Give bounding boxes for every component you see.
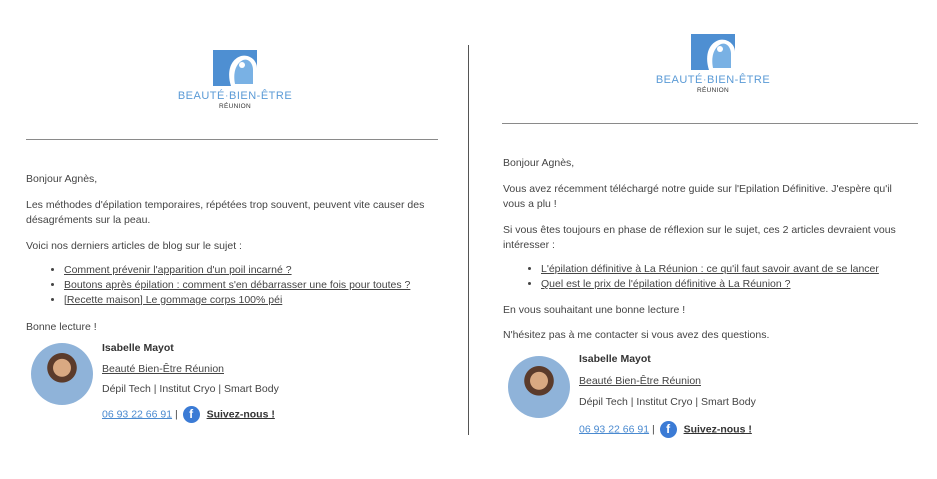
greeting: Bonjour Agnès,	[26, 173, 98, 185]
articles-intro: Voici nos derniers articles de blog sur le sujet :	[26, 239, 242, 252]
separator: |	[175, 408, 178, 421]
list-item	[64, 278, 436, 293]
intro-paragraph: Vous avez récemment téléchargé notre guide sur l'Epilation Définitive. J'espère qu'il vous a plu !	[503, 183, 892, 211]
article-link[interactable]: Quel est le prix de l'épilation définitive à La Réunion ?	[541, 278, 791, 291]
follow-link[interactable]: Suivez-nous !	[206, 408, 275, 421]
avatar	[31, 343, 93, 405]
article-link[interactable]: L'épilation définitive à La Réunion : ce qu'il faut savoir avant de se lancer	[541, 263, 879, 276]
facebook-icon[interactable]: f	[660, 421, 677, 438]
separator: |	[652, 423, 655, 436]
brand-name: BEAUTÉ·BIEN-ÊTRE	[177, 90, 293, 102]
company-link[interactable]: Beauté Bien-Être Réunion	[579, 375, 701, 387]
list-item	[541, 277, 908, 292]
list-item	[541, 262, 908, 277]
signature-brands: Dépil Tech | Institut Cryo | Smart Body	[102, 383, 279, 395]
brand-logo-icon	[691, 34, 735, 70]
header-rule	[502, 123, 918, 124]
brand-subtitle: RÉUNION	[218, 103, 252, 110]
header-rule	[26, 139, 438, 140]
logo-right	[653, 34, 773, 94]
brand-logo-icon	[213, 50, 257, 86]
facebook-icon[interactable]: f	[183, 406, 200, 423]
articles-intro: Si vous êtes toujours en phase de réflexion sur le sujet, ces 2 articles devraient vous intéresser :	[503, 223, 896, 251]
company-link[interactable]: Beauté Bien-Être Réunion	[102, 363, 224, 375]
greeting: Bonjour Agnès,	[503, 157, 575, 169]
phone-link[interactable]: 06 93 22 66 91	[579, 423, 650, 436]
article-list	[503, 262, 908, 292]
vertical-divider	[468, 45, 469, 435]
article-link[interactable]: [Recette maison] Le gommage corps 100% péi	[64, 293, 283, 306]
follow-link[interactable]: Suivez-nous !	[683, 423, 752, 436]
closing: En vous souhaitant une bonne lecture !	[503, 304, 686, 317]
contact-row	[579, 421, 752, 438]
phone-link[interactable]: 06 93 22 66 91	[102, 408, 173, 421]
closing: Bonne lecture !	[26, 320, 97, 333]
avatar	[508, 356, 570, 418]
contact-row	[102, 406, 275, 423]
article-link[interactable]: Comment prévenir l'apparition d'un poil incarné ?	[64, 263, 292, 276]
brand-name: BEAUTÉ·BIEN-ÊTRE	[655, 74, 771, 86]
intro-paragraph: Les méthodes d'épilation temporaires, répétées trop souvent, peuvent vite causer des désagréments sur la peau.	[26, 199, 425, 227]
signature-brands: Dépil Tech | Institut Cryo | Smart Body	[579, 396, 756, 408]
contact-note: N'hésitez pas à me contacter si vous avez des questions.	[503, 329, 770, 342]
article-link[interactable]: Boutons après épilation : comment s'en débarrasser une fois pour toutes ?	[64, 278, 411, 291]
list-item	[64, 263, 436, 278]
signature-name: Isabelle Mayot	[102, 342, 174, 354]
brand-subtitle: RÉUNION	[696, 87, 730, 94]
signature-name: Isabelle Mayot	[579, 353, 651, 365]
logo-left	[175, 50, 295, 110]
list-item	[64, 293, 436, 308]
article-list	[26, 263, 436, 308]
